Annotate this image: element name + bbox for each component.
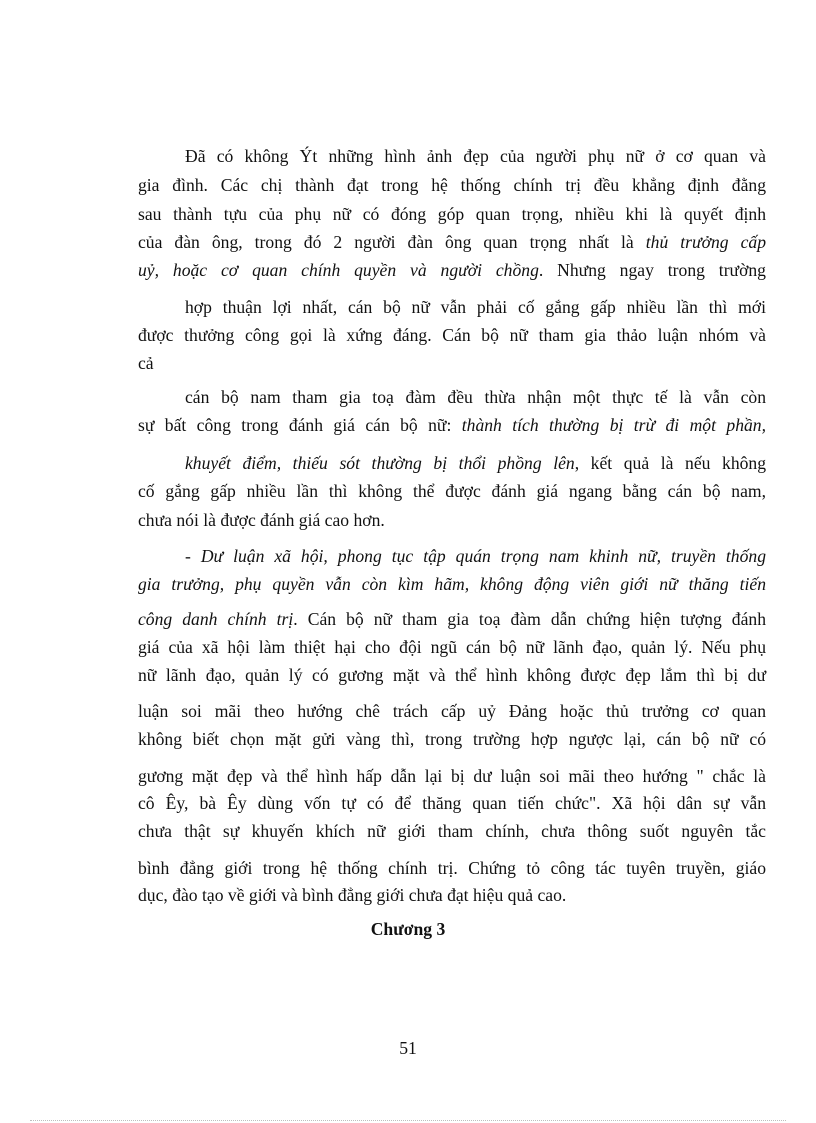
- text-line: chưa thật sự khuyến khích nữ giới tham chính, chưa thông suốt nguyên tắc: [138, 821, 766, 841]
- text-line: của đàn ông, trong đó 2 người đàn ông quan trọng nhất là thủ trưởng cấp: [138, 232, 766, 252]
- text-line: chưa nói là được đánh giá cao hơn.: [138, 510, 385, 530]
- text-line: luận soi mãi theo hướng chê trách cấp uỷ Đảng hoặc thủ trưởng cơ quan: [138, 701, 766, 721]
- text-line: Đã có không Ýt những hình ảnh đẹp của người phụ nữ ở cơ quan và: [185, 146, 766, 166]
- text-line: gia trưởng, phụ quyền vẫn còn kìm hãm, không động viên giới nữ thăng tiến: [138, 574, 766, 594]
- text-line: uỷ, hoặc cơ quan chính quyền và người chồng. Nhưng ngay trong trường: [138, 260, 766, 280]
- text-line: công danh chính trị. Cán bộ nữ tham gia toạ đàm dẫn chứng hiện tượng đánh: [138, 609, 766, 629]
- page-number: 51: [399, 1038, 417, 1058]
- text-line: được thưởng công gọi là xứng đáng. Cán bộ nữ tham gia thảo luận nhóm và: [138, 325, 766, 345]
- text-line: nữ lãnh đạo, quản lý có gương mặt và thể hình không được đẹp lắm thì bị dư: [138, 665, 766, 685]
- text-line: bình đẳng giới trong hệ thống chính trị. Chứng tỏ công tác tuyên truyền, giáo: [138, 858, 766, 878]
- text-line: sự bất công trong đánh giá cán bộ nữ: thành tích thường bị trừ đi một phần,: [138, 415, 766, 435]
- text-line: khuyết điểm, thiếu sót thường bị thổi phồng lên, kết quả là nếu không: [185, 453, 767, 473]
- text-line: sau thành tựu của phụ nữ có đóng góp quan trọng, nhiều khi là quyết định: [138, 204, 766, 224]
- text-line: dục, đào tạo về giới và bình đẳng giới chưa đạt hiệu quả cao.: [138, 885, 567, 905]
- text-line: gia đình. Các chị thành đạt trong hệ thống chính trị đều khẳng định đằng: [138, 175, 766, 195]
- text-line: cả: [138, 353, 154, 373]
- text-line: hợp thuận lợi nhất, cán bộ nữ vẫn phải cố gắng gấp nhiều lần thì mới: [185, 297, 766, 317]
- text-line: - Dư luận xã hội, phong tục tập quán trọng nam khinh nữ, truyền thống: [185, 546, 766, 566]
- text-line: cố gắng gấp nhiều lần thì không thể được đánh giá ngang bằng cán bộ nam,: [138, 481, 766, 501]
- chapter-heading: Chương 3: [370, 919, 446, 939]
- text-line: giá của xã hội làm thiệt hại cho đội ngũ cán bộ nữ lãnh đạo, quản lý. Nếu phụ: [138, 637, 766, 657]
- page-bottom-rule: [30, 1120, 786, 1121]
- text-line: cán bộ nam tham gia toạ đàm đều thừa nhận một thực tế là vẫn còn: [185, 387, 766, 407]
- text-line: gương mặt đẹp và thể hình hấp dẫn lại bị dư luận soi mãi theo hướng " chắc là: [138, 766, 766, 786]
- text-line: không biết chọn mặt gửi vàng thì, trong trường hợp ngược lại, cán bộ nữ có: [138, 729, 766, 749]
- text-line: cô Êy, bà Êy dùng vốn tự có để thăng quan tiến chức". Xã hội dân sự vẫn: [138, 793, 766, 813]
